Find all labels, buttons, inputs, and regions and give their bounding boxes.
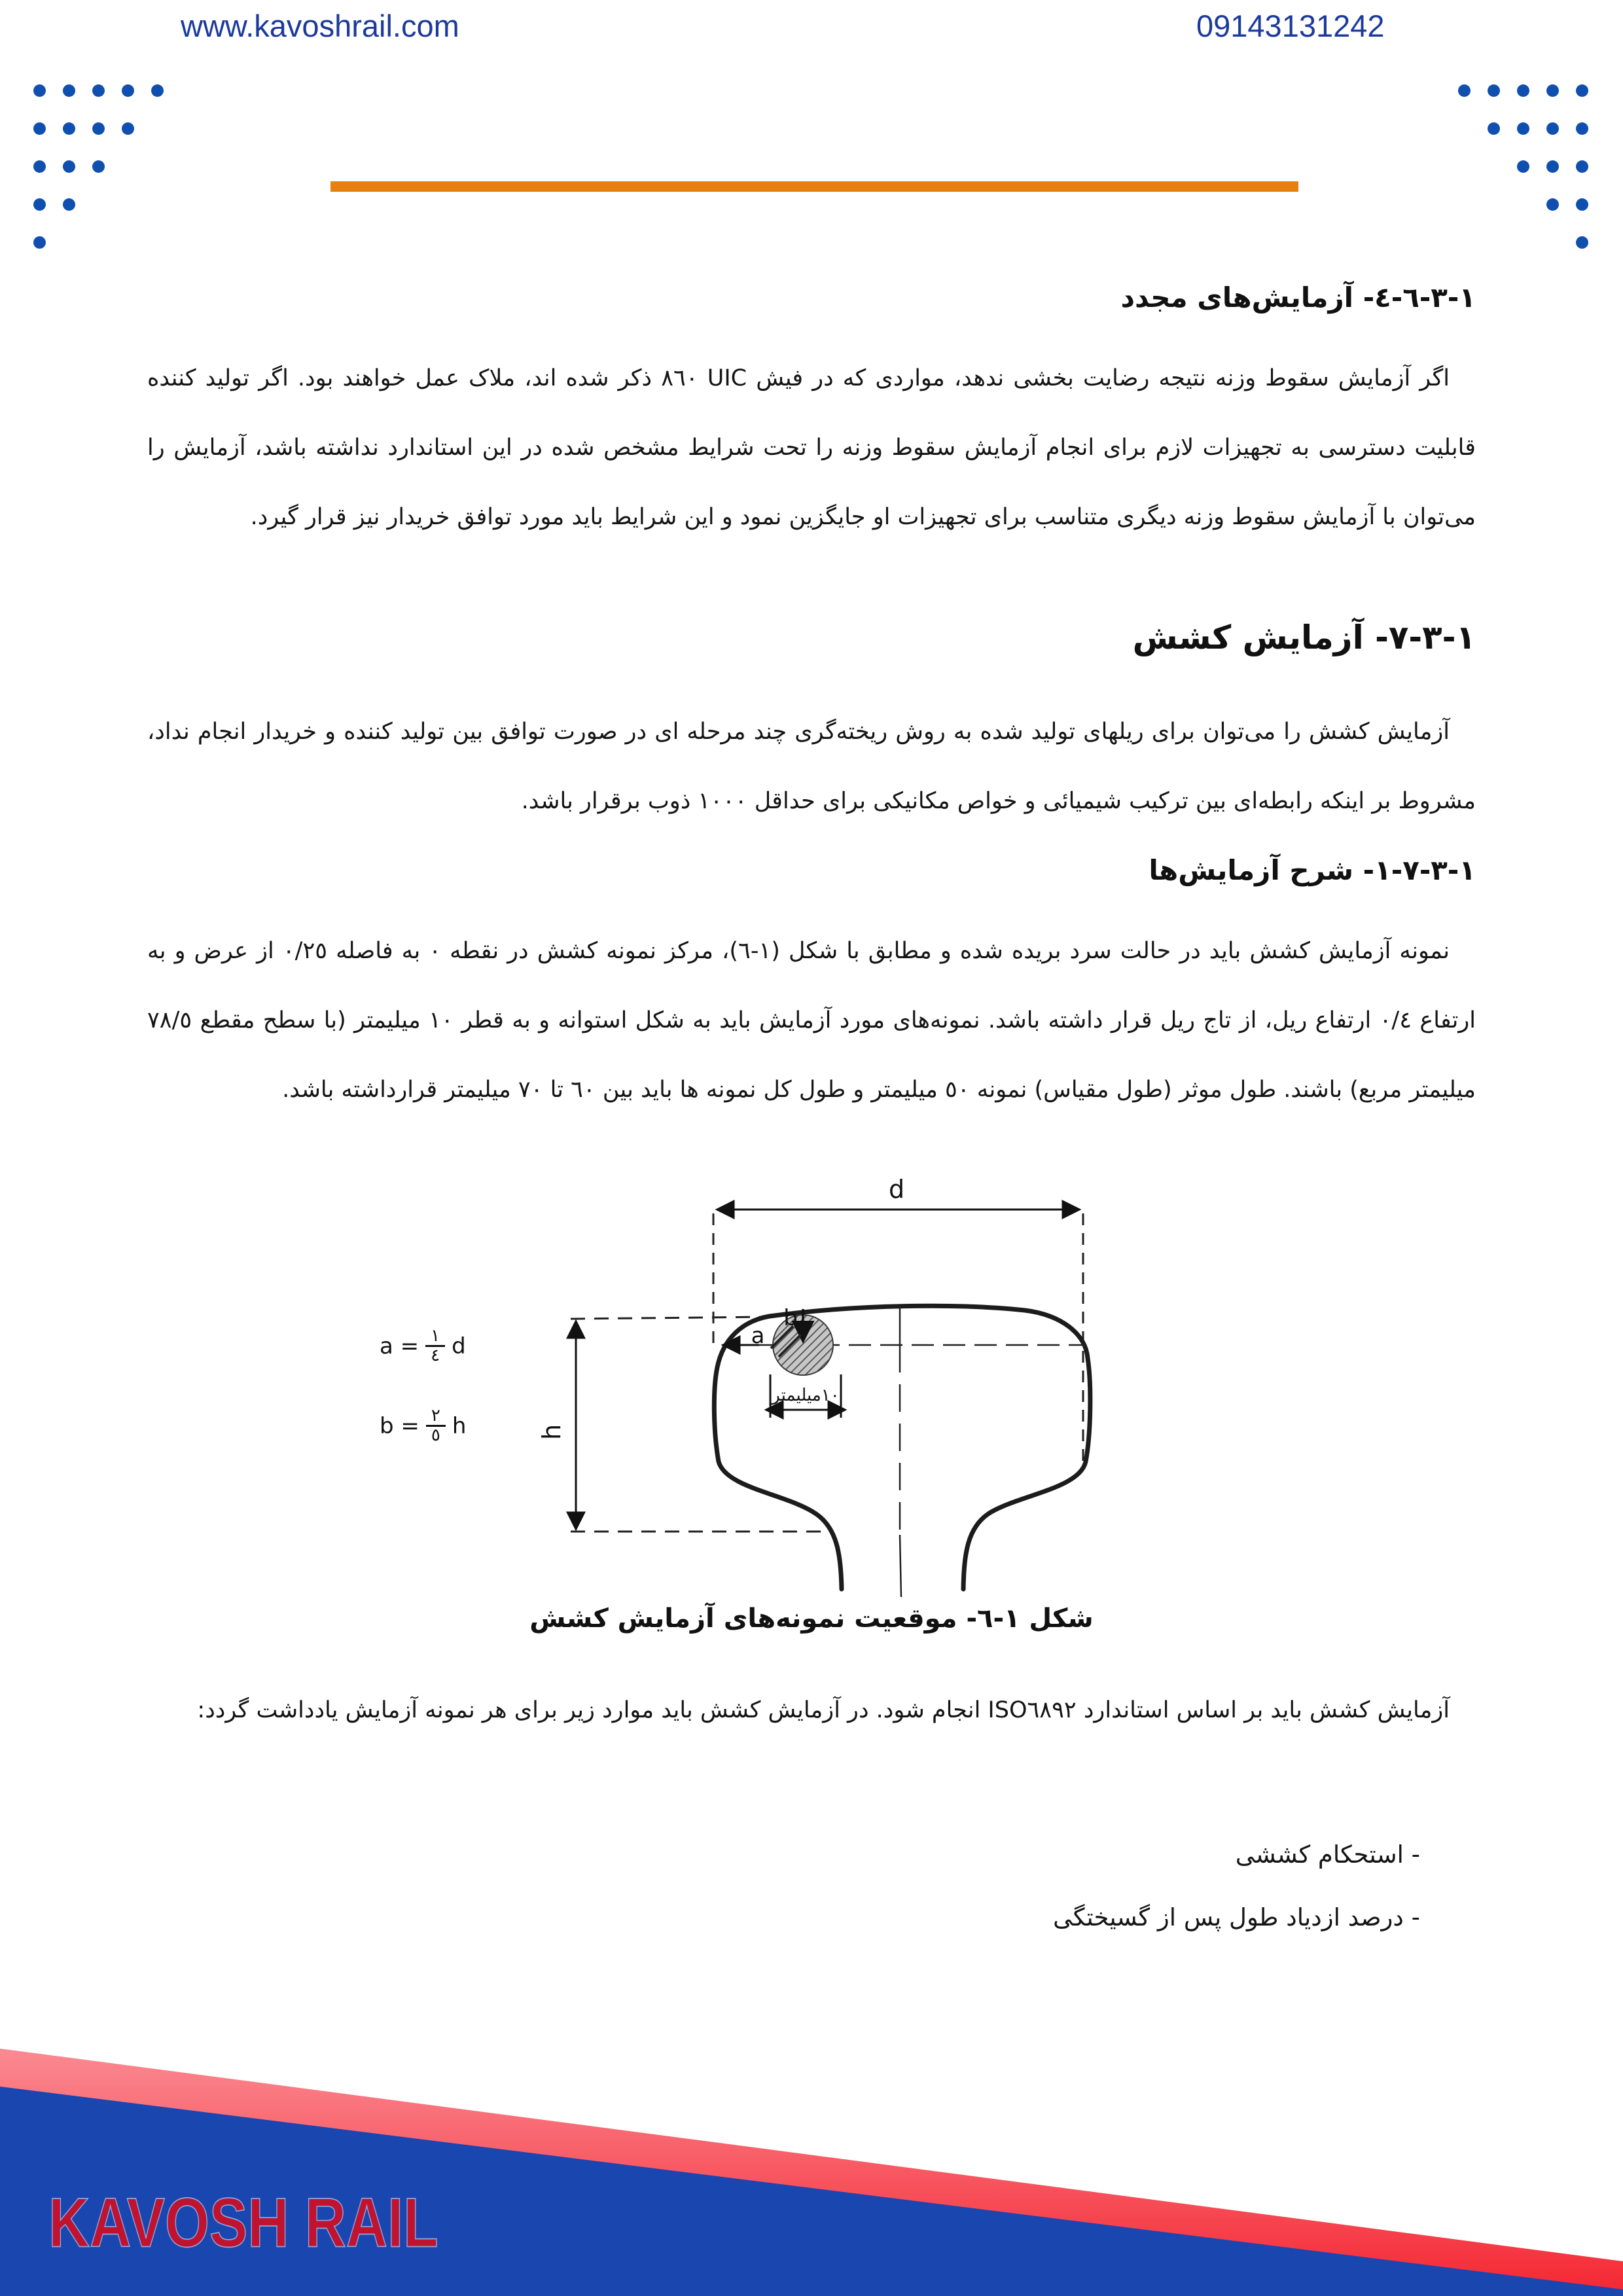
rail-profile-outline: [714, 1306, 1090, 1589]
label-b: b: [783, 1305, 798, 1331]
formula-a: [380, 1327, 466, 1365]
corner-dots-right: [1458, 84, 1588, 274]
bullet-elongation: - درصد ازدیاد طول پس از گسیختگی: [1053, 1903, 1420, 1931]
corner-dots-left: [33, 84, 164, 274]
brand-wordmark: KAVOSH RAIL: [48, 2184, 438, 2262]
orange-divider: [330, 181, 1298, 192]
rail-cross-section-figure: [366, 1172, 1106, 1604]
header-phone-number: 09143131242: [1196, 9, 1385, 43]
figure-caption: شکل ١-٦- موقعیت نمونه‌های آزمایش کشش: [529, 1604, 1094, 1634]
formula-a-fraction: $\frac{١}{٤}$: [425, 1327, 445, 1365]
label-a: a: [751, 1323, 765, 1349]
formula-b-rhs: h: [452, 1412, 467, 1439]
section-heading-1-3-7-1: ١-٣-٧-١- شرح آزمایش‌ها: [1149, 854, 1476, 886]
section-heading-1-3-7: ١-٣-٧- آزمایش کشش: [1132, 619, 1476, 656]
bullet-tensile-strength: - استحکام کششی: [1235, 1840, 1420, 1869]
paragraph-test-description: نمونه آزمایش کشش باید در حالت سرد بریده شده و مطابق با شکل (١-٦)، مرکز نمونه کشش در نقطه ٠ به فاصله ٠/٢٥ از عرض و به ارتفاع ٠/٤ ارتفاع ریل، از تاج ریل قرار داشته باشد. نمونه‌های مورد آزمایش باید به شکل استوانه و به قطر ١٠ میلیمتر (با سطح مقطع ٧٨/٥ میلیمتر مربع) باشند. طول موثر (طول مقیاس) نمونه ٥٠ میلیمتر و طول کل نمونه ها باید بین ٦٠ تا ٧٠ میلیمتر قرارداشته باشد.: [147, 938, 1476, 1103]
formula-a-rhs: d: [452, 1333, 466, 1359]
paragraph-iso-standard: آزمایش کشش باید بر اساس استاندارد ISO٦٨٩٢ انجام شود. در آزمایش کشش باید موارد زیر برای هر نمونه آزمایش یادداشت گردد:: [197, 1697, 1450, 1723]
label-d: d: [888, 1175, 905, 1204]
label-h: h: [537, 1424, 566, 1441]
extension-line-h-top: [571, 1317, 768, 1319]
formula-a-lhs: a =: [380, 1333, 419, 1359]
paragraph-tensile-test: آزمایش کشش را می‌توان برای ریلهای تولید شده به روش ریخته‌گری چند مرحله ای در صورت توافق بین تولید کننده و خریدار انجام نداد، مشروط بر اینکه رابطه‌ای بین ترکیب شیمیائی و خواص مکانیکی برای حداقل ١٠٠٠ ذوب برقرار باشد.: [147, 719, 1476, 814]
centerline-bottom: [900, 1535, 901, 1597]
label-10mm: ١٠میلیمتر: [772, 1386, 840, 1405]
paragraph-retests: اگر آزمایش سقوط وزنه نتیجه رضایت بخشی ندهد، مواردی که در فیش UIC ٨٦٠ ذکر شده اند، ملاک عمل خواهند بود. اگر تولید کننده قابلیت دسترسی به تجهیزات لازم برای انجام آزمایش سقوط وزنه را تحت شرایط مشخص شده در این استاندارد نداشته باشد، آزمایش را می‌توان با آزمایش سقوط وزنه دیگری متناسب برای تجهیزات او جایگزین نمود و این شرایط باید مورد توافق خریدار نیز قرار گیرد.: [147, 365, 1476, 530]
formula-b-fraction: $\frac{٢}{٥}$: [426, 1407, 446, 1445]
section-heading-1-3-6-4: ١-٣-٦-٤- آزمایش‌های مجدد: [1120, 281, 1476, 314]
formula-b-lhs: b =: [380, 1412, 419, 1439]
formula-b: [380, 1407, 466, 1445]
rail-diagram-svg: [366, 1172, 1106, 1604]
header-website-url: www.kavoshrail.com: [181, 9, 459, 43]
